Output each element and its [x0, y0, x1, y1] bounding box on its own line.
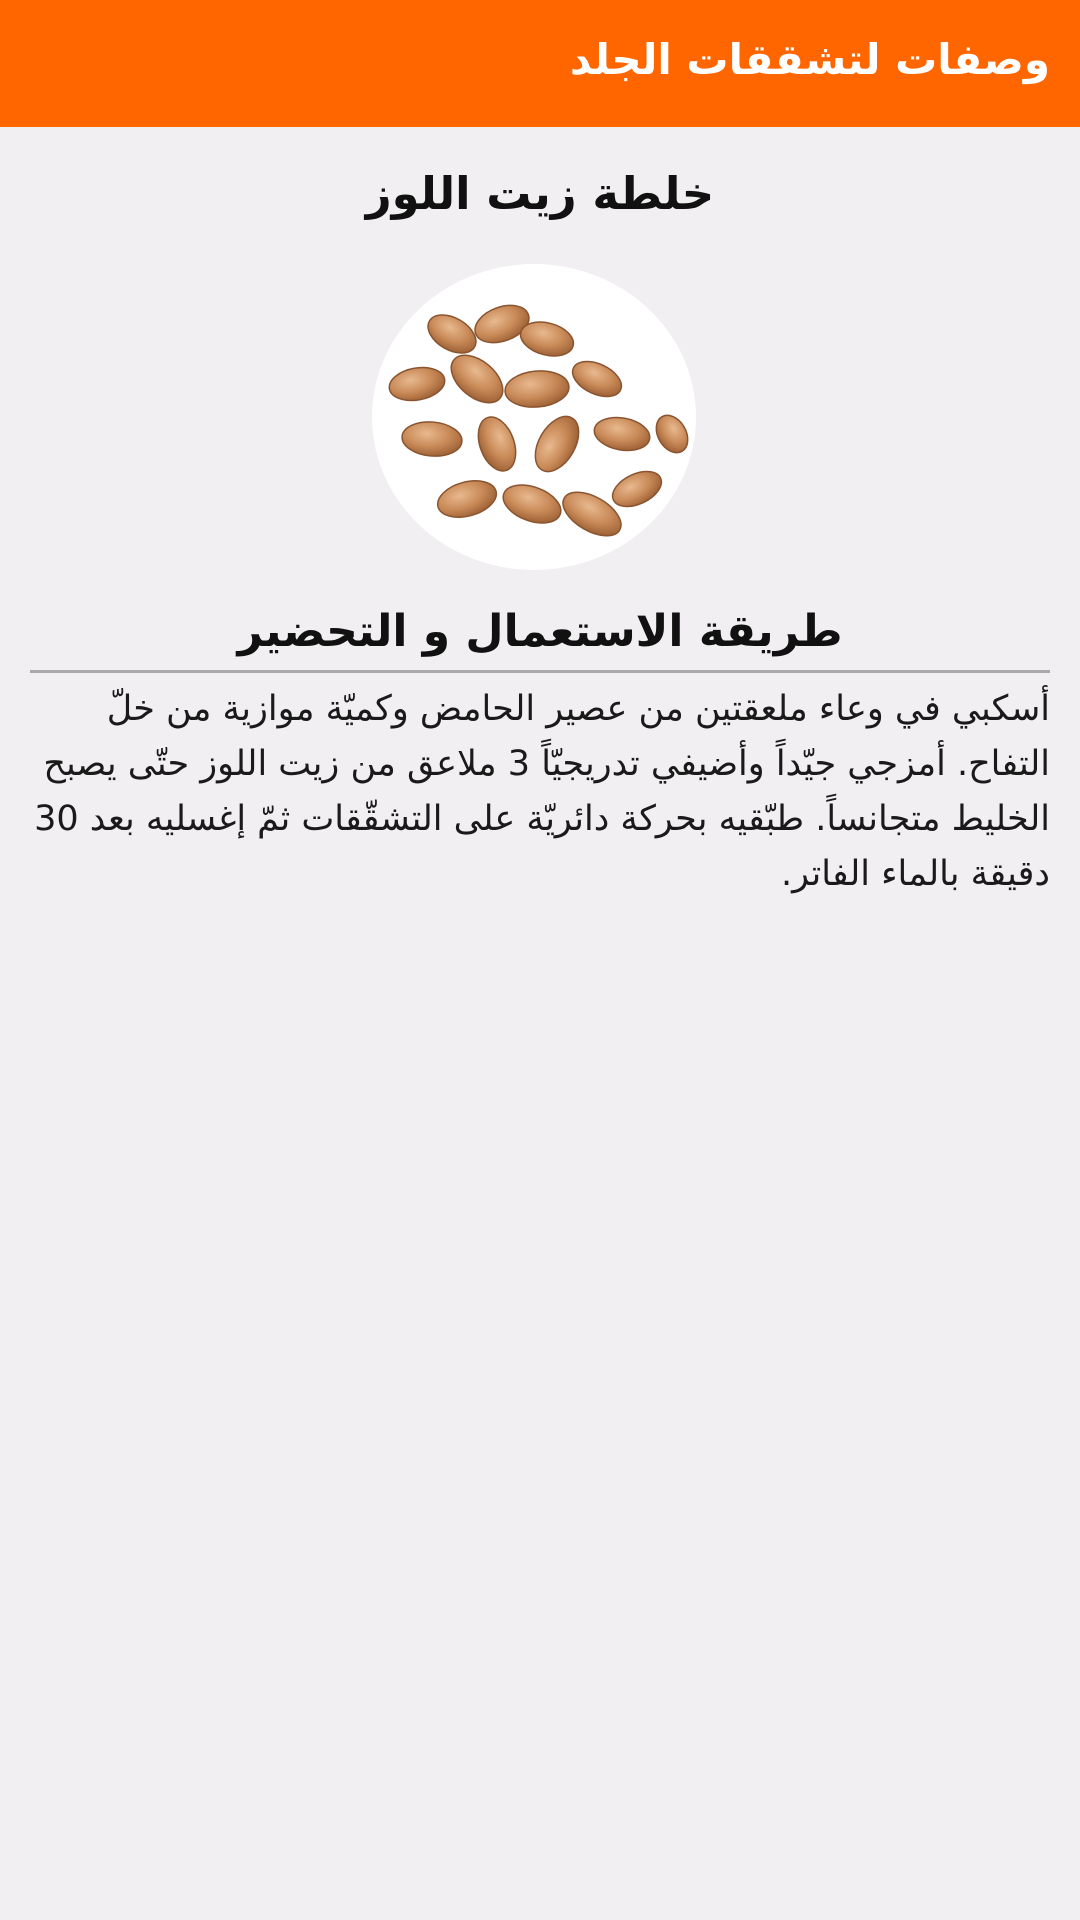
section-title: طريقة الاستعمال و التحضير: [237, 606, 843, 657]
instructions-text: أسكبي في وعاء ملعقتين من عصير الحامض وكميّة موازية من خلّ التفاح. أمزجي جيّداً وأضيفي تدريجيّاً 3 ملاعق من زيت اللوز حتّى يصبح الخليط متجانساً. طبّقيه بحركة دائريّة على التشقّقات ثمّ إغسليه بعد 30 دقيقة بالماء الفاتر.: [34, 689, 1050, 894]
divider: [30, 670, 1050, 673]
almonds-image: [372, 264, 696, 570]
app-bar: [0, 0, 1080, 127]
app-title: وصفات لتشققات الجلد: [569, 35, 1050, 84]
recipe-title: خلطة زيت اللوز: [365, 167, 715, 220]
